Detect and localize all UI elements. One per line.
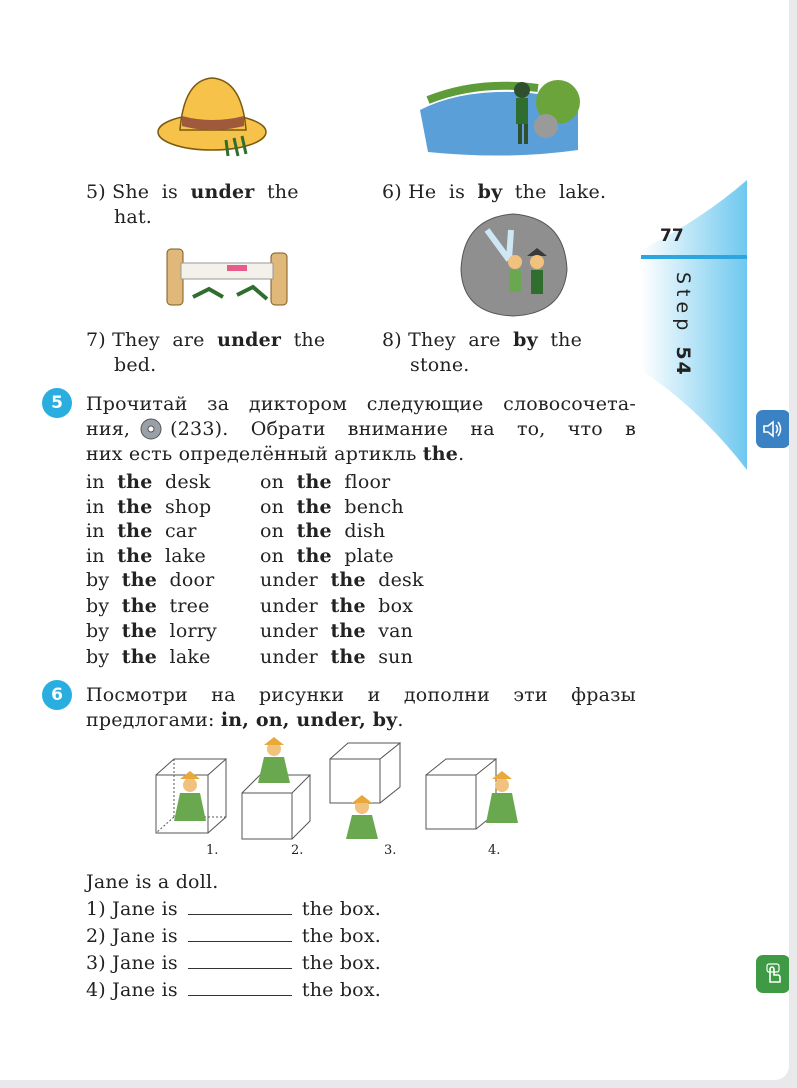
caption-1: 1. bbox=[206, 843, 219, 858]
phrase-item: by the door bbox=[86, 569, 215, 591]
phrase-item: under the desk bbox=[260, 569, 424, 591]
phrase-item: by the lorry bbox=[86, 620, 217, 642]
exercise-5-instruction-line2: ния, (233). Обрати внимание на то, что в bbox=[86, 418, 636, 440]
phrase-item: under the sun bbox=[260, 645, 414, 668]
sentence-7: 7) They are under the bbox=[86, 329, 326, 351]
doll-4 bbox=[486, 771, 518, 823]
exercise-6-badge: 6 bbox=[42, 680, 72, 710]
phrase-item: on the dish bbox=[260, 520, 386, 542]
tab-divider bbox=[641, 255, 747, 259]
box-2-on bbox=[242, 775, 310, 839]
caption-2: 2. bbox=[291, 843, 304, 858]
exercise-6-items bbox=[86, 897, 381, 1005]
answer-blank-2[interactable] bbox=[188, 926, 292, 942]
exercise-5-instruction-line3: них есть определённый артикль the. bbox=[86, 443, 465, 465]
phrase-item: in the car bbox=[86, 520, 197, 542]
doll-3 bbox=[346, 795, 378, 839]
box-4-by bbox=[426, 759, 496, 829]
interactive-task-button[interactable] bbox=[756, 955, 789, 993]
fill-item: 4) Jane is the box. bbox=[86, 979, 381, 1001]
exercise-6-instruction-line1: Посмотри на рисунки и дополни эти фразы bbox=[86, 684, 636, 706]
sentence-7-end: bed. bbox=[114, 354, 157, 376]
doll-1 bbox=[174, 771, 206, 821]
bed-illustration bbox=[163, 245, 291, 309]
hat-illustration bbox=[156, 70, 268, 158]
sentence-6: 6) He is by the lake. bbox=[382, 181, 607, 203]
phrase-item: by the tree bbox=[86, 594, 210, 617]
page-number: 77 bbox=[660, 226, 684, 246]
phrase-item: in the desk bbox=[86, 471, 211, 493]
phrase-column-1 bbox=[86, 470, 217, 670]
step-number: 54 bbox=[672, 346, 694, 377]
exercise-6-intro: Jane is a doll. bbox=[86, 871, 219, 893]
phrase-item: under the box bbox=[260, 594, 414, 617]
fill-item: 3) Jane is the box. bbox=[86, 952, 381, 974]
speaker-icon bbox=[762, 419, 784, 439]
answer-blank-3[interactable] bbox=[188, 953, 292, 969]
exercise-5-badge: 5 bbox=[42, 388, 72, 418]
touch-hand-icon bbox=[762, 962, 784, 986]
phrase-column-2 bbox=[260, 470, 424, 670]
phrase-item: in the shop bbox=[86, 495, 212, 518]
exercise-6-instruction-line2: предлогами: in, on, under, by. bbox=[86, 709, 404, 731]
exercise-5-instruction-line1: Прочитай за диктором следующие словосочета- bbox=[86, 393, 636, 415]
caption-3: 3. bbox=[384, 843, 397, 858]
phrase-item: on the plate bbox=[260, 544, 394, 567]
audio-disc-icon bbox=[140, 418, 162, 440]
fill-item: 1) Jane is the box. bbox=[86, 898, 381, 920]
phrase-item: by the lake bbox=[86, 645, 211, 668]
stone-illustration bbox=[453, 210, 573, 322]
answer-blank-1[interactable] bbox=[188, 899, 292, 915]
phrase-item: in the lake bbox=[86, 544, 206, 567]
sentence-8-end: stone. bbox=[410, 354, 470, 376]
phrase-item: on the floor bbox=[260, 471, 391, 493]
doll-2 bbox=[258, 737, 290, 783]
sentence-8: 8) They are by the bbox=[382, 329, 583, 351]
fill-item: 2) Jane is the box. bbox=[86, 925, 381, 947]
phrase-item: on the bench bbox=[260, 495, 404, 518]
caption-4: 4. bbox=[488, 843, 501, 858]
step-label: Step 54 bbox=[672, 272, 694, 377]
sentence-5: 5) She is under the bbox=[86, 181, 299, 203]
phrase-item: under the van bbox=[260, 620, 414, 642]
step-tab-background bbox=[641, 180, 751, 470]
doll-boxes-illustration bbox=[150, 735, 530, 845]
lake-illustration bbox=[418, 70, 583, 166]
answer-blank-4[interactable] bbox=[188, 980, 292, 996]
audio-button[interactable] bbox=[756, 410, 789, 448]
sentence-5-end: hat. bbox=[114, 206, 153, 228]
box-3-under bbox=[330, 743, 400, 803]
